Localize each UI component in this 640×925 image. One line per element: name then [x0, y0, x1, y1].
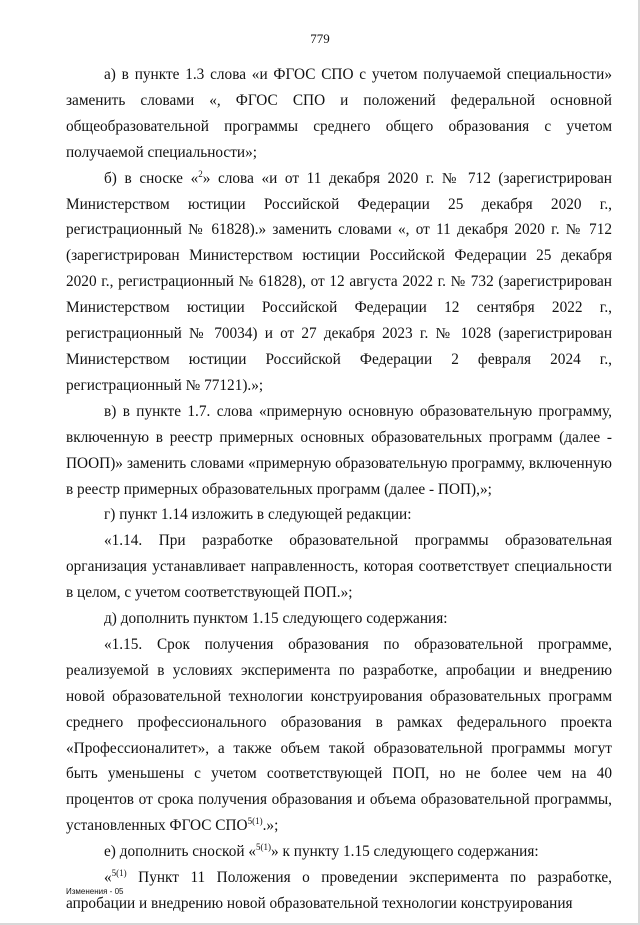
footnote-ref: 5(1) — [256, 842, 272, 853]
paragraph-v-text: в) в пункте 1.7. слова «примерную основную образовательную программу, включенную в реестр примерных основных образовательных программ (далее - ПООП)» заменить словами «примерную образовательную программу, включенную в реестр примерных образовательных программ (далее - ПОП),»; — [66, 402, 612, 498]
paragraph-1-14 — [66, 528, 612, 606]
paragraph-footnote-5-1 — [66, 865, 612, 917]
paragraph-b-text-after: » слова «и от 11 декабря 2020 г. № 712 (зарегистрирован Министерством юстиции Российской Федерации 25 декабря 2020 г., регистрационный № 61828).» заменить словами «, от 11 декабря 2020 г. № 712 (зарегистрирован Министерством юстиции Российской Федерации 25 декабря 2020 г., регистрационный № 61828), от 12 августа 2022 г. № 732 (зарегистрирован Министерством юстиции Российской Федерации 12 сентября 2022 г., регистрационный № 70034) и от 27 декабря 2023 г. № 1028 (зарегистрирован Министерством юстиции Российской Федерации 2 февраля 2024 г., регистрационный № 77121).»; — [66, 169, 612, 394]
paragraph-g-text: г) пункт 1.14 изложить в следующей редакции: — [104, 506, 412, 524]
footnote-ref: 2 — [198, 168, 203, 179]
paragraph-e-text-after: » к пункту 1.15 следующего содержания: — [271, 843, 539, 861]
paragraph-footnote-text-before: « — [104, 869, 112, 887]
paragraph-a — [66, 62, 612, 166]
paragraph-b-text-before: б) в сноске « — [104, 169, 199, 187]
page-number: 779 — [310, 31, 330, 46]
paragraph-footnote-text-after: Пункт 11 Положения о проведении эксперимента по разработке, апробации и внедрению новой образовательной технологии конструирования — [66, 869, 612, 912]
paragraph-e-text-before: е) дополнить сноской « — [104, 843, 257, 861]
paragraph-d-text: д) дополнить пунктом 1.15 следующего содержания: — [104, 610, 448, 628]
paragraph-g — [66, 502, 612, 528]
paragraph-1-15-text-before: «1.15. Срок получения образования по образовательной программе, реализуемой в условиях эксперимента по разработке, апробации и внедрению новой образовательной технологии конструирования образовательных программ среднего профессионального образования в рамках федерального проекта «Профессионалитет», а также объем такой образовательной программы могут быть уменьшены с учетом соответствующей ПОП, но не более чем на 40 процентов от срока получения образования и объема образовательной программы, установленных ФГОС СПО — [66, 635, 612, 835]
document-body — [66, 62, 612, 917]
paragraph-e — [66, 839, 612, 865]
paragraph-a-text: а) в пункте 1.3 слова «и ФГОС СПО с учетом получаемой специальности» заменить словами «, ФГОС СПО и положений федеральной основной общеобразовательной программы среднего общего образования с учетом получаемой специальности»; — [66, 66, 612, 161]
paragraph-1-15 — [66, 632, 612, 839]
footer-note: Изменения - 05 — [66, 887, 124, 896]
footnote-ref: 5(1) — [111, 868, 127, 879]
paragraph-1-15-text-after: .»; — [262, 817, 279, 835]
paragraph-d — [66, 606, 612, 632]
paragraph-b — [66, 166, 612, 399]
paragraph-1-14-text: «1.14. При разработке образовательной программы образовательная организация устанавливает направленность, которая соответствует специальности в целом, с учетом соответствующей ПОП.»; — [66, 532, 612, 602]
footnote-ref: 5(1) — [247, 816, 263, 827]
paragraph-v — [66, 399, 612, 503]
